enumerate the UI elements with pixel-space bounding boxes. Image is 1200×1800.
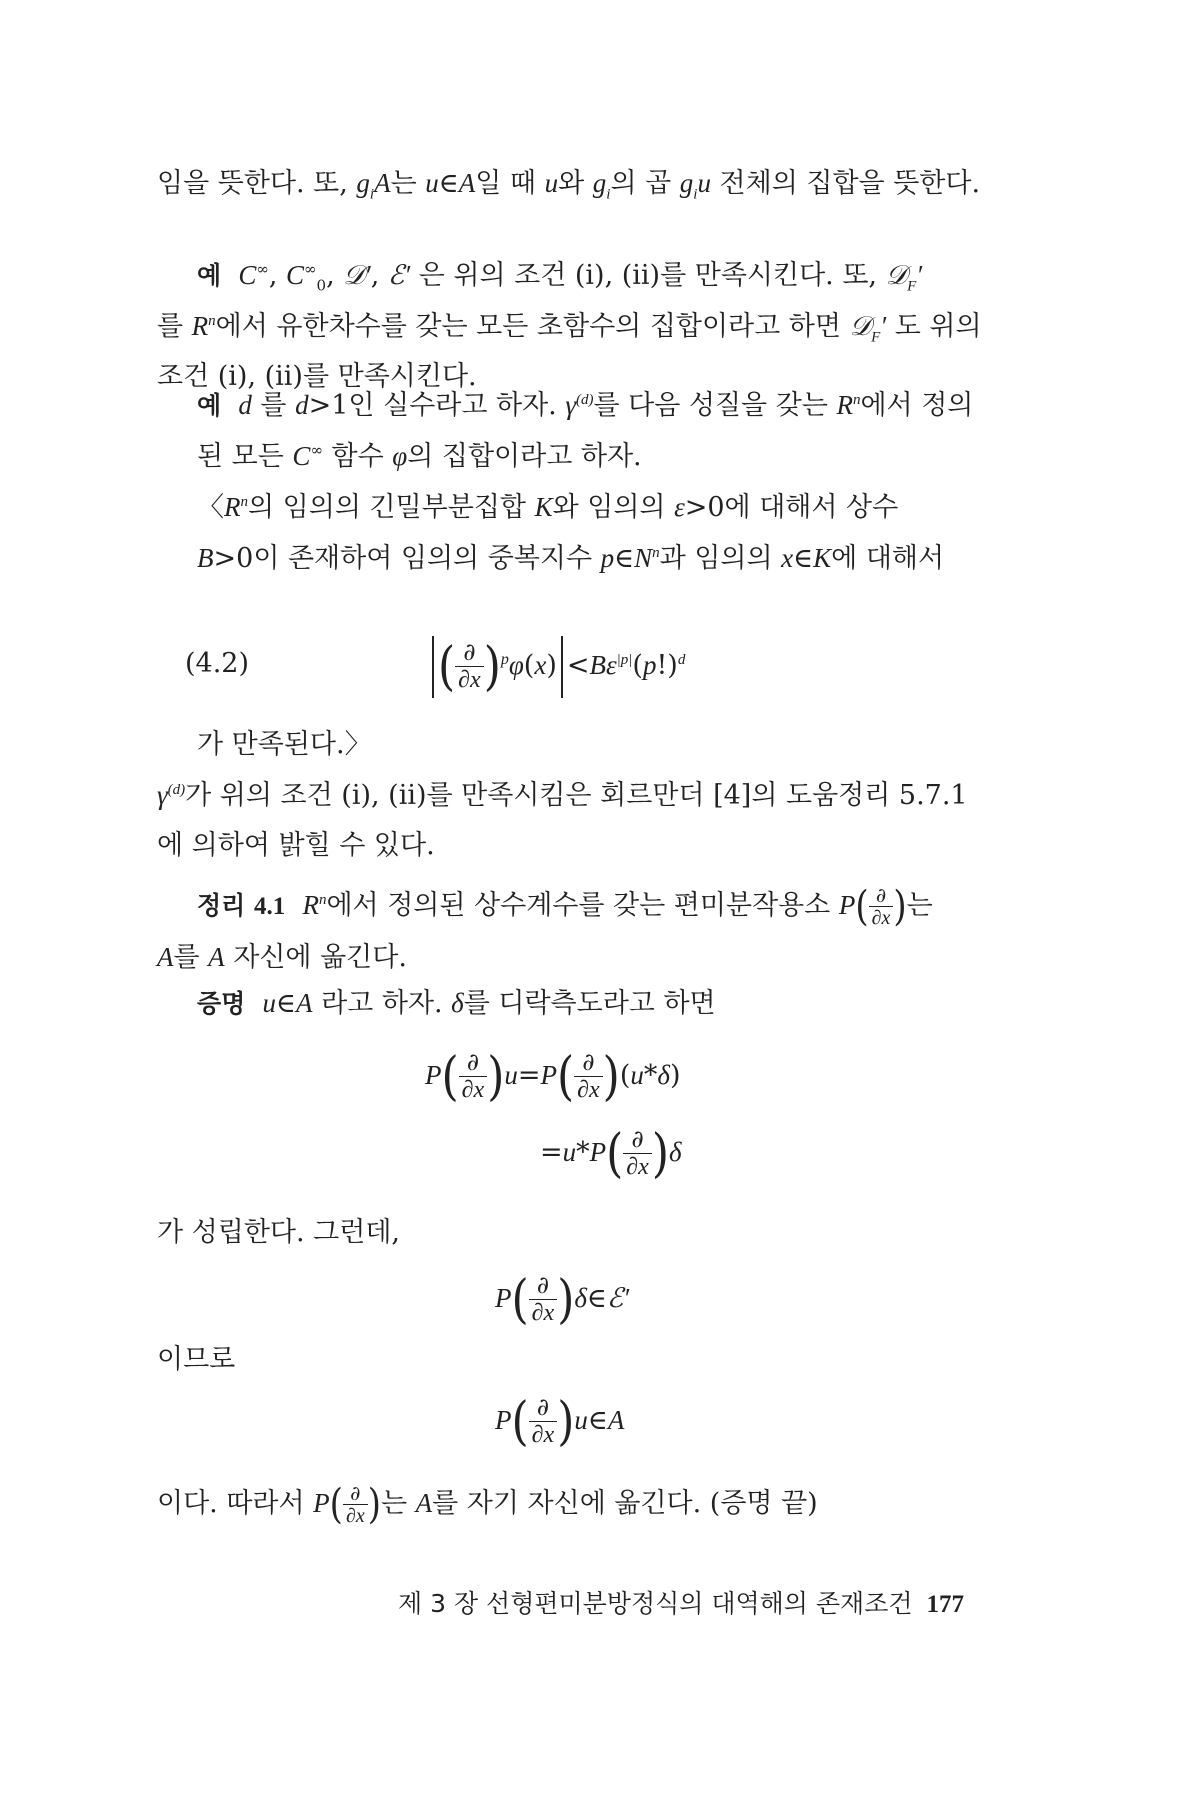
paragraph-intro: 임을 뜻한다. 또, $g_iA$는 u∈A일 때 u와 $g_i$의 곱 $g_iu$ 전체의 집합을 뜻한다. [157,168,981,203]
equation-membership-1: P( $\frac{\partial}{\partial x}$ )δ∈ℰ′ [495,1268,630,1330]
example-label: 예 [197,261,222,290]
example-2: 예 d 를 d>1인 실수라고 하자. $\gamma^{(d)}$를 다음 성질을 갖는 $R^n$에서 정의된 모든 C∞ 함수 φ의 집합이라고 하자. 〈$R^n$의 임의의 긴밀부분집합 K와 임의의 ε>0에 대해서 상수 B>0이 존재하여 임의의 중복지수 $p\in N^n$과 임의의 x∈K에 대해서 [197,390,974,574]
equation-number: (4.2) [185,648,250,679]
equation-4-2: ( $\frac{\partial}{\partial x}$ )$^p\varphi(x) <B\varepsilon^{|p|}(p!)^d$ [428,635,685,698]
page-number: 177 [926,1591,964,1618]
theorem-label: 정리 4.1 [197,891,286,920]
equation-membership-2: P( $\frac{\partial}{\partial x}$ )u∈A [495,1390,625,1452]
proof-intro: 증명 u∈A 라고 하자. δ를 디락측도라고 하면 [197,988,716,1019]
proof-label: 증명 [197,989,246,1018]
theorem-4-1: 정리 4.1 $R^n$에서 정의된 상수계수를 갖는 편미분작용소 P( $\frac{\partial}{\partial x}$ )는 A를 A 자신에 옮긴다. [157,882,933,973]
proof-text-2: 이므로 [157,1344,236,1375]
example-1: 예 C∞, $C^\infty_0$, 𝒟′, ℰ′ 은 위의 조건 (i), (ii)를 만족시킨다. 또, 𝒟$_F$′ 를 $R^n$에서 유한차수를 갖는 모든 초함수의 집합이라고 하면 𝒟$_F$′ 도 위의 조건 (i), (ii)를 만족시킨다. [157,260,982,392]
equation-convolution-1: P( $\frac{\partial}{\partial x}$ )u=P( $\frac{\partial}{\partial x}$ )(u*δ) [425,1045,681,1107]
example-2-conclusion: 가 만족된다.〉 $\gamma^{(d)}$가 위의 조건 (i), (ii)를 만족시킴은 회르만더 [4]의 도움정리 5.7.1에 의하여 밝힐 수 있다. [157,729,968,861]
running-header: 제 3 장 선형편미분방정식의 대역해의 존재조건 [398,1589,913,1618]
equation-convolution-2: =u*P( $\frac{\partial}{\partial x}$ )δ [540,1122,682,1184]
example-label: 예 [197,391,222,420]
proof-conclusion: 이다. 따라서 P( $\frac{\partial}{\partial x}$ )는 A를 자기 자신에 옮긴다. (증명 끝) [157,1480,818,1529]
proof-text-1: 가 성립한다. 그런데, [157,1217,400,1248]
page-footer [398,1584,964,1620]
